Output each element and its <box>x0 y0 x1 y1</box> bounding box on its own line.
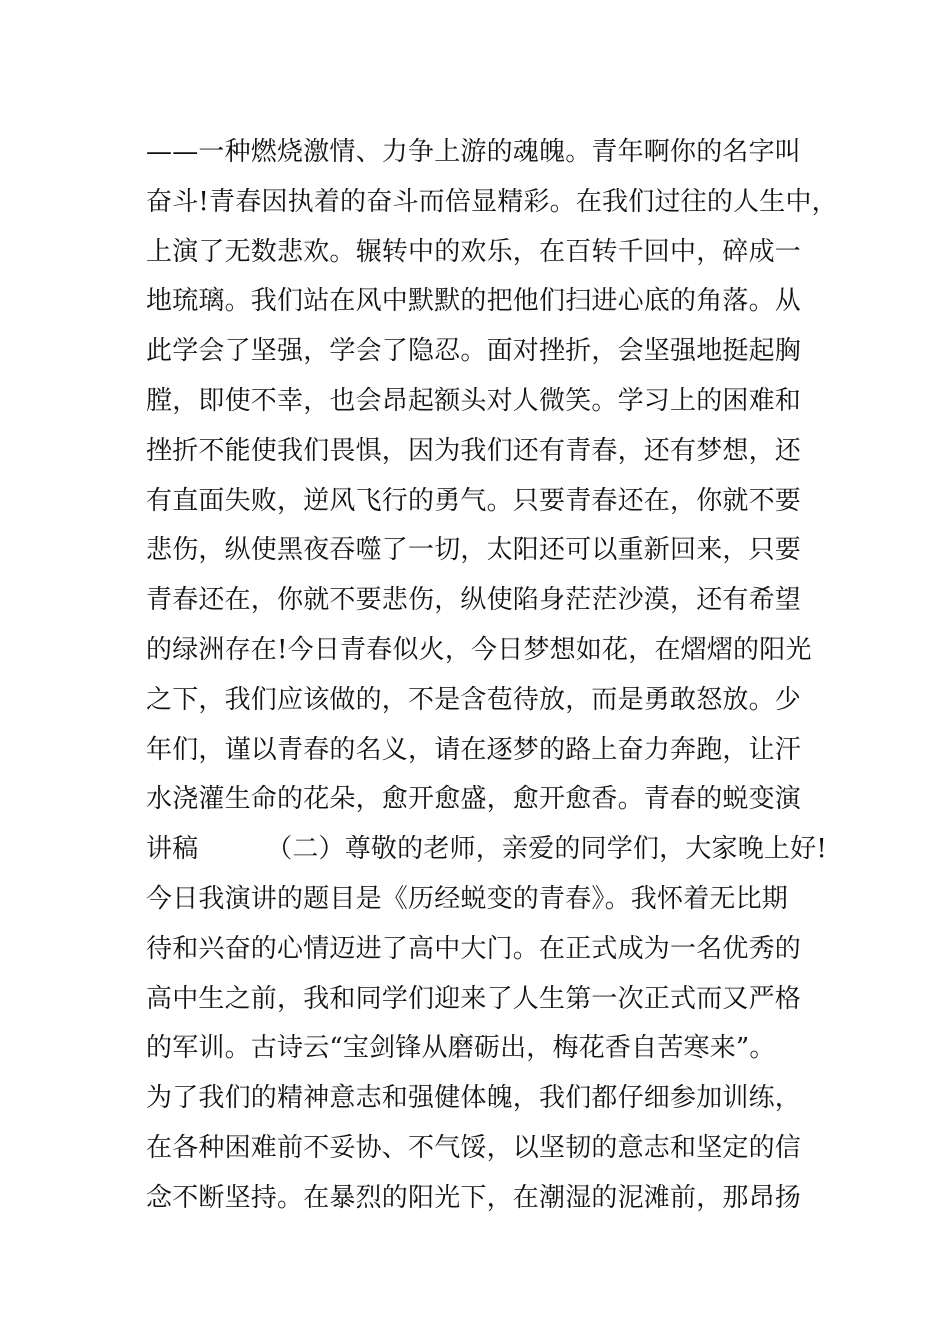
text-line: 膛，即使不幸，也会昂起额头对人微笑。学习上的困难和 <box>146 385 802 416</box>
text-line: 之下，我们应该做的，不是含苞待放，而是勇敢怒放。少 <box>146 684 802 715</box>
text-line: 念不断坚持。在暴烈的阳光下，在潮湿的泥滩前，那昂扬 <box>146 1182 802 1213</box>
text-line: 待和兴奋的心情迈进了高中大门。在正式成为一名优秀的 <box>146 933 802 964</box>
text-line: 悲伤，纵使黑夜吞噬了一切，太阳还可以重新回来，只要 <box>146 535 802 566</box>
text-line: 上演了无数悲欢。辗转中的欢乐，在百转千回中，碎成一 <box>146 236 802 267</box>
text-line: 有直面失败，逆风飞行的勇气。只要青春还在，你就不要 <box>146 485 802 516</box>
body-text <box>146 128 838 1224</box>
text-line: 青春还在，你就不要悲伤，纵使陷身茫茫沙漠，还有希望 <box>146 585 802 616</box>
text-line: 此学会了坚强，学会了隐忍。面对挫折，会坚强地挺起胸 <box>146 336 802 367</box>
text-line: 挫折不能使我们畏惧，因为我们还有青春，还有梦想，还 <box>146 435 802 466</box>
text-line: 在各种困难前不妥协、不气馁，以坚韧的意志和坚定的信 <box>146 1132 802 1163</box>
text-line: ——一种燃烧激情、力争上游的魂魄。青年啊你的名字叫 <box>146 137 802 167</box>
text-line: 高中生之前，我和同学们迎来了人生第一次正式而又严格 <box>146 983 802 1014</box>
text-line: 讲稿 （二）尊敬的老师，亲爱的同学们，大家晚上好! <box>146 834 827 865</box>
text-line: 水浇灌生命的花朵，愈开愈盛，愈开愈香。青春的蜕变演 <box>146 784 802 815</box>
text-line: 为了我们的精神意志和强健体魄，我们都仔细参加训练， <box>146 1083 802 1114</box>
text-line: 年们，谨以青春的名义，请在逐梦的路上奋力奔跑，让汗 <box>146 734 802 765</box>
text-line: 的军训。古诗云“宝剑锋从磨砺出，梅花香自苦寒来”。 <box>146 1033 776 1064</box>
text-line: 地琉璃。我们站在风中默默的把他们扫进心底的角落。从 <box>146 286 802 317</box>
text-line: 的绿洲存在!今日青春似火，今日梦想如花，在熠熠的阳光 <box>146 634 812 665</box>
text-line: 奋斗!青春因执着的奋斗而倍显精彩。在我们过往的人生中， <box>146 186 838 217</box>
text-line: 今日我演讲的题目是《历经蜕变的青春》。我怀着无比期 <box>146 883 789 914</box>
